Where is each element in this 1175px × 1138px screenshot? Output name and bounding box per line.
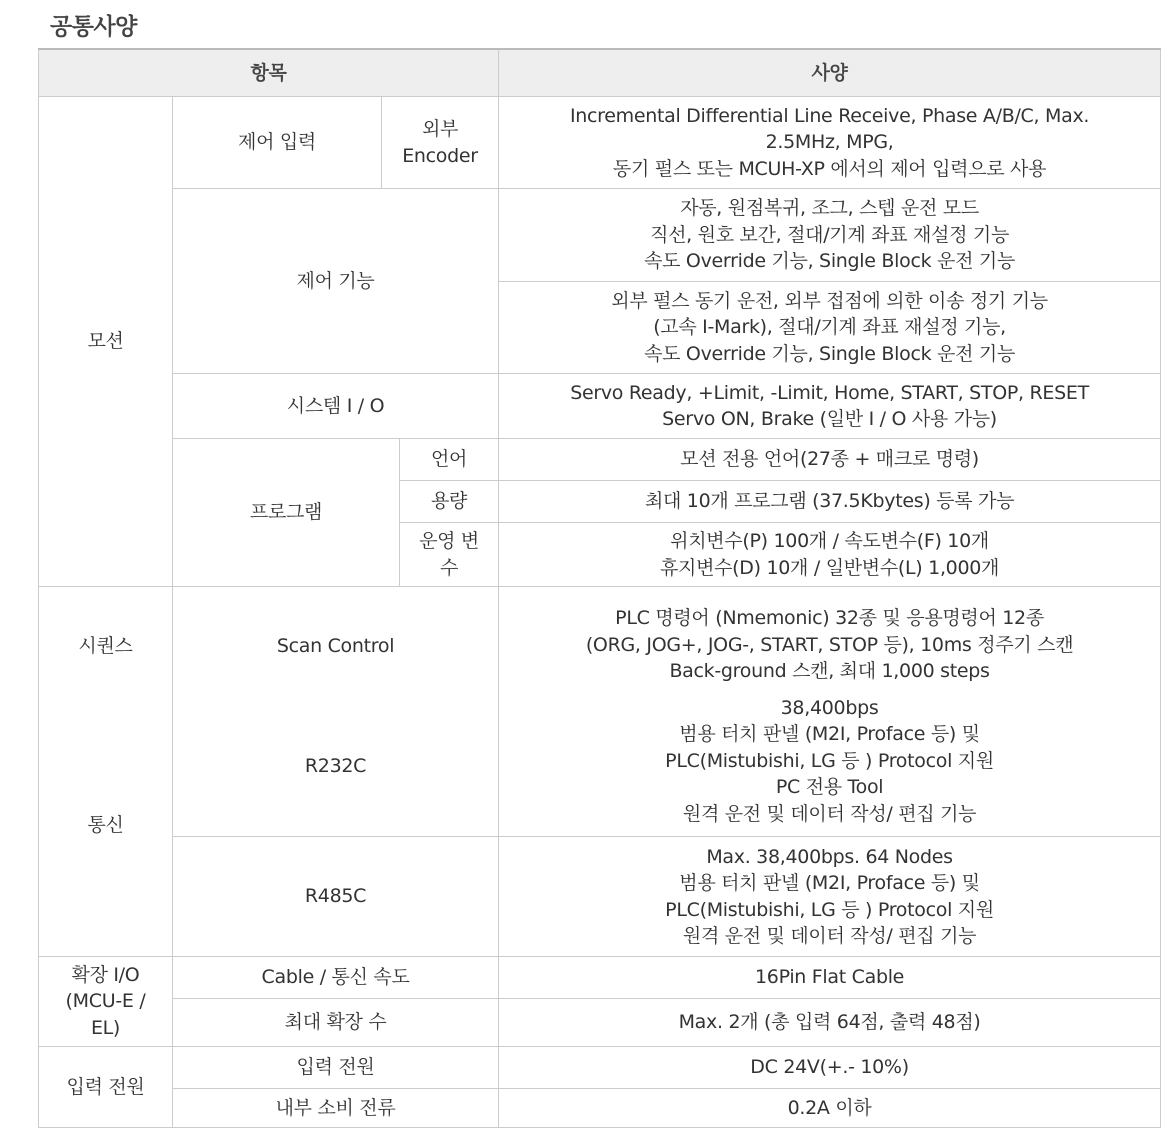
item-program: 프로그램 (173, 439, 400, 587)
table-row (39, 1089, 1161, 1128)
sub-capacity: 용량 (400, 481, 499, 523)
table-row (39, 97, 1161, 189)
item-internal-current: 내부 소비 전류 (173, 1089, 499, 1128)
value-r232c: 38,400bps 범용 터치 판넬 (M2I, Proface 등) 및 PLC(Mistubishi, LG 등 ) Protocol 지원 PC 전용 Tool 원격 운전 및 데이터 작성/ 편집 기능 (665, 696, 994, 825)
value-cable-speed: 16Pin Flat Cable (499, 957, 1161, 999)
header-spec: 사양 (499, 49, 1161, 97)
table-row (39, 439, 1161, 481)
category-sequence-communication (39, 587, 173, 957)
value-variables: 위치변수(P) 100개 / 속도변수(F) 10개 휴지변수(D) 10개 / 일반변수(L) 1,000개 (499, 523, 1161, 587)
value-r485c: Max. 38,400bps. 64 Nodes 범용 터치 판넬 (M2I, Proface 등) 및 PLC(Mistubishi, LG 등 ) Protocol 지원 원격 운전 및 데이터 작성/ 편집 기능 (499, 837, 1161, 957)
item-max-expansion: 최대 확장 수 (173, 999, 499, 1047)
table-row (39, 374, 1161, 439)
item-system-io: 시스템 I / O (173, 374, 499, 439)
value-control-function-2: 외부 펄스 동기 운전, 외부 접점에 의한 이송 정기 기능 (고속 I-Mark), 절대/기계 좌표 재설정 기능, 속도 Override 기능, Single Block 운전 기능 (499, 282, 1161, 374)
item-r485c: R485C (173, 837, 499, 957)
item-r232c: R232C (304, 754, 367, 777)
value-system-io: Servo Ready, +Limit, -Limit, Home, START, STOP, RESET Servo ON, Brake (일반 I / O 사용 가능) (499, 374, 1161, 439)
table-header-row (39, 49, 1161, 97)
item-scan-control-r232c (173, 587, 499, 837)
table-row (39, 189, 1161, 282)
category-sequence: 시퀀스 (78, 635, 133, 657)
header-item: 항목 (39, 49, 499, 97)
value-control-input: Incremental Differential Line Receive, Phase A/B/C, Max. 2.5MHz, MPG, 동기 펄스 또는 MCUH-XP 에서의 제어 입력으로 사용 (499, 97, 1161, 189)
value-language: 모션 전용 언어(27종 + 매크로 명령) (499, 439, 1161, 481)
category-communication: 통신 (87, 813, 124, 836)
value-control-function-1: 자동, 원점복귀, 조그, 스텝 운전 모드 직선, 원호 보간, 절대/기계 좌표 재설정 기능 속도 Override 기능, Single Block 운전 기능 (499, 189, 1161, 282)
table-row (39, 999, 1161, 1047)
value-scan-control-r232c (499, 587, 1161, 837)
sub-variables: 운영 변 수 (400, 523, 499, 587)
table-row (39, 957, 1161, 999)
category-power: 입력 전원 (39, 1047, 173, 1128)
item-control-function: 제어 기능 (173, 189, 499, 374)
value-max-expansion: Max. 2개 (총 입력 64점, 출력 48점) (499, 999, 1161, 1047)
sub-external-encoder: 외부 Encoder (382, 97, 499, 189)
value-scan-control: PLC 명령어 (Nmemonic) 32종 및 응용명령어 12종 (ORG, JOG+, JOG-, START, STOP 등), 10ms 정주기 스캔 Back-ground 스캔, 최대 1,000 steps (585, 607, 1074, 682)
page-title: 공통사양 (50, 14, 137, 40)
table-row (39, 837, 1161, 957)
spec-table (38, 48, 1161, 1128)
table-row (39, 587, 1161, 837)
value-input-power: DC 24V(+.- 10%) (499, 1047, 1161, 1089)
category-motion: 모션 (39, 97, 173, 587)
value-capacity: 최대 10개 프로그램 (37.5Kbytes) 등록 가능 (499, 481, 1161, 523)
table-row (39, 1047, 1161, 1089)
item-input-power: 입력 전원 (173, 1047, 499, 1089)
item-cable-speed: Cable / 통신 속도 (173, 957, 499, 999)
item-control-input: 제어 입력 (173, 97, 382, 189)
value-internal-current: 0.2A 이하 (499, 1089, 1161, 1128)
sub-language: 언어 (400, 439, 499, 481)
category-expansion-io: 확장 I/O (MCU-E / EL) (39, 957, 173, 1047)
item-scan-control: Scan Control (276, 635, 395, 657)
